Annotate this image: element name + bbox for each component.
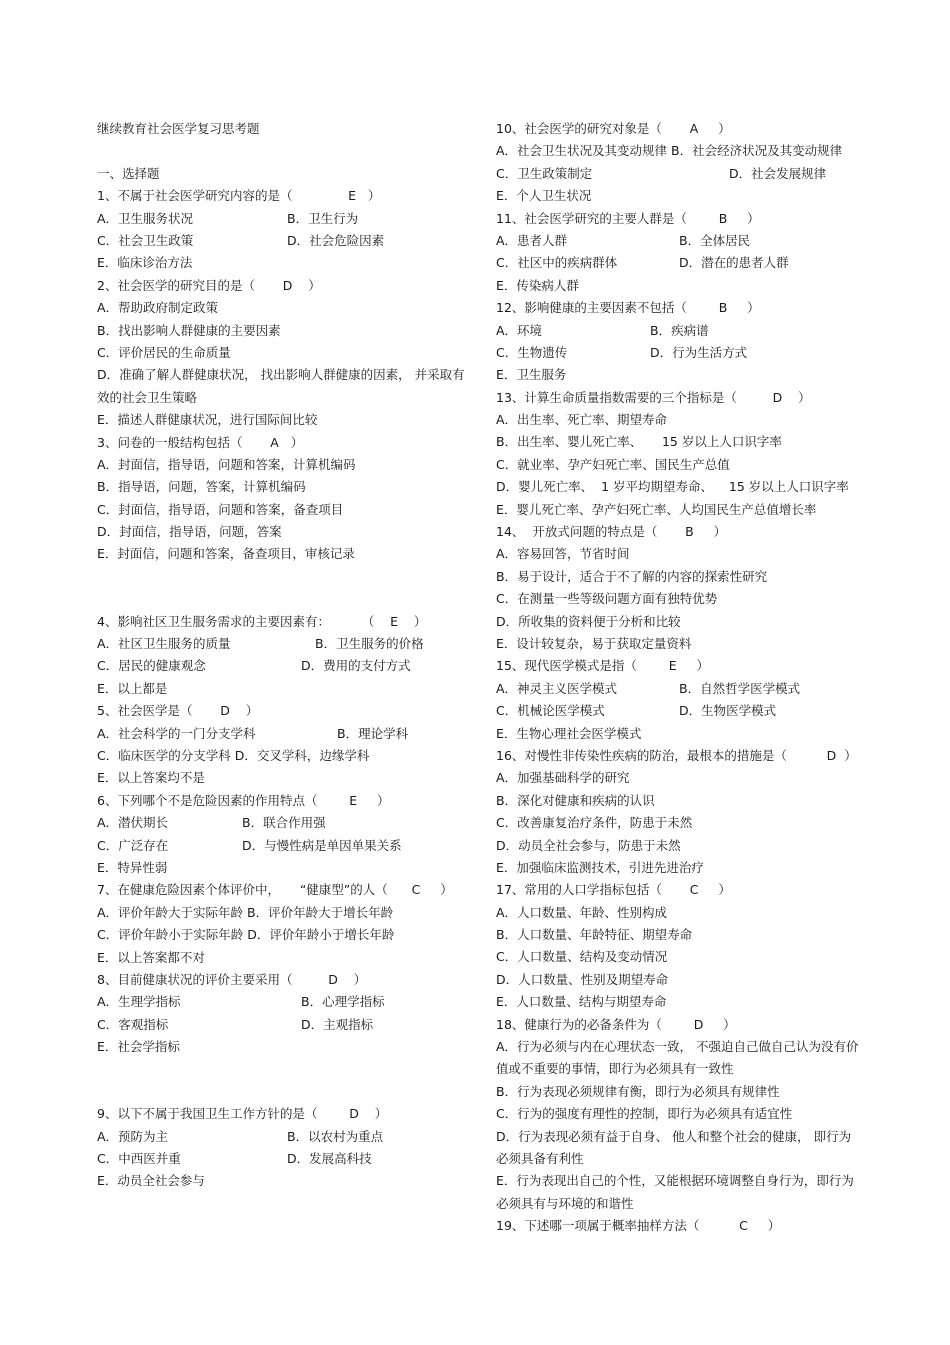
option-text: A．社区卫生服务的质量 <box>97 636 231 652</box>
option-text: C．居民的健康观念 <box>97 658 206 674</box>
option-text: D．与慢性病是单因单果关系 <box>242 837 402 853</box>
left-column <box>97 118 467 1193</box>
question-stem: 5、社会医学是（ D ） <box>97 703 259 719</box>
option-text: B．以农村为重点 <box>287 1128 384 1144</box>
question-stem: 17、常用的人口学指标包括（ C ） <box>496 882 731 898</box>
option-text: E．人口数量、结构与期望寿命 <box>496 994 667 1010</box>
option-text: C．广泛存在 <box>97 837 169 853</box>
option-text: B．卫生行为 <box>287 210 359 226</box>
option-text: D．婴儿死亡率、 1 岁平均期望寿命、 15 岁以上人口识字率 <box>496 479 849 495</box>
question-stem: 12、影响健康的主要因素不包括（ B ） <box>496 300 760 316</box>
option-pair <box>97 812 467 834</box>
option-text: D．动员全社会参与，防患于未然 <box>496 837 681 853</box>
option-pair <box>496 700 861 722</box>
option-text: A．卫生服务状况 <box>97 210 194 226</box>
spacer <box>97 566 467 611</box>
option-text: D．行为生活方式 <box>650 344 748 360</box>
option-text: E．生物心理社会医学模式 <box>496 725 642 741</box>
question-stem: 18、健康行为的必备条件为（ D ） <box>496 1016 736 1032</box>
option-text: E．封面信，问题和答案，备查项目，审核记录 <box>97 546 355 562</box>
option-text: D．社会危险因素 <box>287 232 385 248</box>
question-stem: 3、问卷的一般结构包括（ A ） <box>97 434 304 450</box>
option-text: A．加强基础科学的研究 <box>496 770 630 786</box>
option-text: B．联合作用强 <box>242 815 326 831</box>
option-text: E．特异性弱 <box>97 859 168 875</box>
option-text: D．准确了解人群健康状况， 找出影响人群健康的因素， 并采取有效的社会卫生策略 <box>97 367 465 405</box>
option-text: A．帮助政府制定政策 <box>97 300 219 316</box>
option-text: E．传染病人群 <box>496 277 579 293</box>
page-title: 继续教育社会医学复习思考题 <box>97 121 260 136</box>
question-stem: 1、不属于社会医学研究内容的是（ E ） <box>97 188 381 204</box>
option-text: B．自然哲学医学模式 <box>679 680 801 696</box>
option-pair <box>496 163 861 185</box>
option-text: E．临床诊治方法 <box>97 255 193 271</box>
spacer <box>97 1059 467 1104</box>
right-column <box>496 118 861 1238</box>
option-pair <box>496 678 861 700</box>
option-text: B．疾病谱 <box>650 322 709 338</box>
option-text: A．环境 <box>496 322 543 338</box>
option-text: C．封面信，指导语，问题和答案，备查项目 <box>97 501 344 517</box>
option-text: A．封面信，指导语，问题和答案，计算机编码 <box>97 456 356 472</box>
option-text: B．理论学科 <box>337 725 409 741</box>
option-text: A．社会科学的一门分支学科 <box>97 725 256 741</box>
spacer <box>97 140 467 162</box>
option-pair <box>97 1126 467 1148</box>
option-pair <box>97 1148 467 1170</box>
option-text: A．容易回答，节省时间 <box>496 546 630 562</box>
option-text: B．指导语，问题，答案，计算机编码 <box>97 479 306 495</box>
option-pair <box>97 655 467 677</box>
option-text: A．社会卫生状况及其变动规律 B．社会经济状况及其变动规律 <box>496 143 843 159</box>
question-stem: 14、 开放式问题的特点是（ B ） <box>496 524 727 540</box>
option-text: C．在测量一些等级问题方面有独特优势 <box>496 591 718 607</box>
option-text: B．出生率、婴儿死亡率、 15 岁以上人口识字率 <box>496 434 782 450</box>
option-text: D．社会发展规律 <box>729 165 827 181</box>
option-text: B．行为表现必须规律有衡，即行为必须具有规律性 <box>496 1083 780 1099</box>
option-text: C．机械论医学模式 <box>496 703 605 719</box>
question-stem: 6、下列哪个不是危险因素的作用特点（ E ） <box>97 792 390 808</box>
option-text: D．所收集的资料便于分析和比较 <box>496 613 681 629</box>
option-pair <box>97 1014 467 1036</box>
option-text: C．评价年龄小于实际年龄 D．评价年龄小于增长年龄 <box>97 927 395 943</box>
option-pair <box>97 991 467 1013</box>
question-stem: 19、下述哪一项属于概率抽样方法（ C ） <box>496 1218 781 1234</box>
option-text: C．就业率、孕产妇死亡率、国民生产总值 <box>496 456 730 472</box>
option-pair <box>496 252 861 274</box>
option-text: E．设计较复杂，易于获取定量资料 <box>496 636 692 651</box>
option-text: D．人口数量、性别及期望寿命 <box>496 971 669 987</box>
option-text: B．心理学指标 <box>301 994 385 1010</box>
option-text: E．社会学指标 <box>97 1039 180 1055</box>
option-text: C．客观指标 <box>97 1016 169 1032</box>
option-text: E．婴儿死亡率、孕产妇死亡率、人均国民生产总值增长率 <box>496 501 817 517</box>
option-text: A．生理学指标 <box>97 994 181 1010</box>
option-pair <box>97 633 467 655</box>
right-question-list <box>496 118 861 1238</box>
option-text: C．临床医学的分支学科 D．交叉学科，边缘学科 <box>97 747 370 763</box>
option-text: B．卫生服务的价格 <box>315 636 424 652</box>
option-pair <box>496 230 861 252</box>
option-text: D．费用的支付方式 <box>301 658 411 674</box>
question-stem: 7、在健康危险因素个体评价中， “健康型”的人（ C ） <box>97 882 453 898</box>
option-text: E．以上都是 <box>97 680 168 696</box>
option-pair <box>97 208 467 230</box>
option-text: C．社区中的疾病群体 <box>496 255 618 271</box>
option-text: B．找出影响人群健康的主要因素 <box>97 322 281 338</box>
option-text: C．改善康复治疗条件，防患于未然 <box>496 815 693 831</box>
option-text: E．个人卫生状况 <box>496 188 592 204</box>
option-text: A．神灵主义医学模式 <box>496 680 618 696</box>
question-stem: 11、社会医学研究的主要人群是（ B ） <box>496 210 760 226</box>
option-text: A．评价年龄大于实际年龄 B．评价年龄大于增长年龄 <box>97 904 394 920</box>
option-text: B．易于设计，适合于不了解的内容的探索性研究 <box>496 568 768 584</box>
option-text: C．生物遗传 <box>496 344 568 360</box>
question-stem: 15、现代医学模式是指（ E ） <box>496 658 709 674</box>
option-text: C．人口数量、结构及变动情况 <box>496 949 668 965</box>
question-stem: 13、计算生命质量指数需要的三个指标是（ D ） <box>496 389 811 405</box>
question-stem: 9、以下不属于我国卫生工作方针的是（ D ） <box>97 1106 388 1122</box>
question-stem: 16、对慢性非传染性疾病的防治，最根本的措施是（ D ） <box>496 747 857 763</box>
option-text: A．潜伏期长 <box>97 815 169 831</box>
option-text: C．社会卫生政策 <box>97 232 194 248</box>
option-text: E．描述人群健康状况，进行国际间比较 <box>97 412 318 428</box>
option-text: A．预防为主 <box>97 1128 169 1144</box>
option-text: B．深化对健康和疾病的认识 <box>496 792 655 808</box>
option-text: E．加强临床监测技术，引进先进治疗 <box>496 859 704 875</box>
section-heading: 一、选择题 <box>97 165 160 181</box>
option-text: D．潜在的患者人群 <box>679 255 789 271</box>
question-stem: 2、社会医学的研究目的是（ D ） <box>97 277 321 293</box>
question-stem: 8、目前健康状况的评价主要采用（ D ） <box>97 971 367 987</box>
option-text: B．全体居民 <box>679 232 751 248</box>
option-pair <box>97 723 467 745</box>
option-pair <box>496 320 861 342</box>
option-text: C．评价居民的生命质量 <box>97 344 231 360</box>
option-pair <box>496 342 861 364</box>
option-text: C．中西医并重 <box>97 1151 181 1167</box>
option-text: D．行为表现必须有益于自身、 他人和整个社会的健康， 即行为必须具备有利性 <box>496 1128 852 1167</box>
option-text: A．人口数量、年龄、性别构成 <box>496 904 668 920</box>
option-text: C．卫生政策制定 <box>496 165 593 181</box>
left-question-list <box>97 185 467 1193</box>
option-text: D．主观指标 <box>301 1016 374 1032</box>
option-text: C．行为的强度有理性的控制，即行为必须具有适宜性 <box>496 1106 793 1122</box>
option-text: D．生物医学模式 <box>679 703 777 719</box>
option-text: D．发展高科技 <box>287 1151 372 1167</box>
option-text: A．行为必须与内在心理状态一致， 不强迫自己做自己认为没有价值或不重要的事情，即行为必须具有一致性 <box>496 1039 859 1077</box>
option-text: D．封面信，指导语，问题，答案 <box>97 524 282 540</box>
option-text: E．以上答案均不是 <box>97 770 205 786</box>
option-text: B．人口数量、年龄特征、期望寿命 <box>496 927 693 943</box>
option-pair <box>97 835 467 857</box>
question-stem: 4、影响社区卫生服务需求的主要因素有： （ E ） <box>97 613 427 629</box>
option-pair <box>97 230 467 252</box>
option-text: A．患者人群 <box>496 232 568 248</box>
option-text: E．以上答案都不对 <box>97 949 205 965</box>
option-text: E．卫生服务 <box>496 367 567 383</box>
option-text: A．出生率、死亡率、期望寿命 <box>496 412 668 428</box>
option-text: E．动员全社会参与 <box>97 1173 205 1189</box>
question-stem: 10、社会医学的研究对象是（ A ） <box>496 121 731 136</box>
option-text: E．行为表现出自己的个性，又能根据环境调整自身行为，即行为必须具有与环境的和谐性 <box>496 1173 854 1211</box>
